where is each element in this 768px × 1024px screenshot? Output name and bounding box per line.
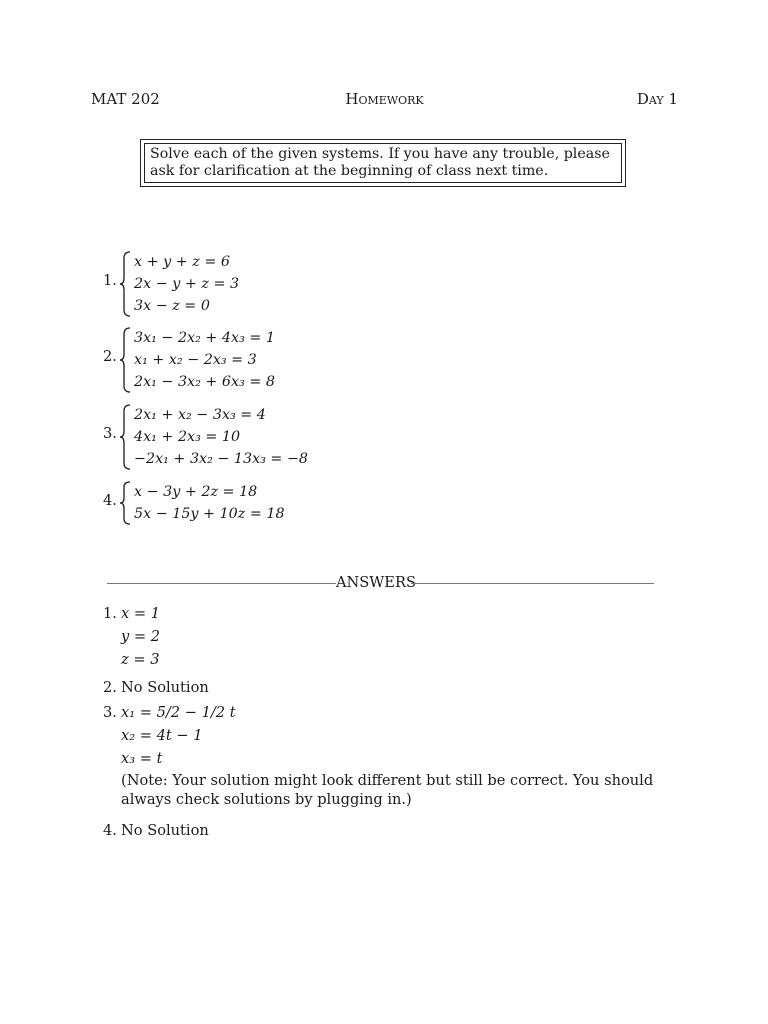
left-brace-icon	[119, 404, 131, 470]
left-brace-icon	[119, 481, 131, 525]
problem-number: 4.	[103, 492, 117, 509]
page-title: Homework	[345, 90, 424, 108]
equation: 5x − 15y + 10z = 18	[134, 506, 285, 522]
equation: 4x₁ + 2x₃ = 10	[134, 429, 241, 445]
equation: 2x₁ − 3x₂ + 6x₃ = 8	[134, 374, 275, 390]
equation: 2x₁ + x₂ − 3x₃ = 4	[134, 407, 266, 423]
answer-number: 2.	[103, 679, 117, 696]
page-header	[91, 90, 678, 112]
course-code: MAT 202	[91, 90, 160, 108]
divider-line	[411, 583, 654, 584]
answer-line: x₂ = 4t − 1	[121, 727, 203, 744]
answers-divider	[107, 574, 654, 594]
problem-number: 3.	[103, 425, 117, 442]
answer-line: No Solution	[121, 822, 209, 839]
problem-number: 1.	[103, 272, 117, 289]
answer-note: (Note: Your solution might look different but still be correct. You should always check solutions by plugging in.)	[121, 772, 654, 808]
equation: x₁ + x₂ − 2x₃ = 3	[134, 352, 257, 368]
answer-line: x₃ = t	[121, 750, 163, 767]
equation-system	[134, 481, 285, 525]
equation: 3x − z = 0	[134, 298, 210, 314]
answer-number: 4.	[103, 822, 117, 839]
answer-line: x = 1	[121, 605, 161, 622]
divider-line	[107, 583, 336, 584]
answers-list	[103, 602, 693, 844]
equation: 2x − y + z = 3	[134, 276, 240, 292]
equation: x − 3y + 2z = 18	[134, 484, 258, 500]
answer-number: 1.	[103, 605, 117, 622]
equation: x + y + z = 6	[134, 254, 230, 270]
answers-heading: ANSWERS	[336, 574, 416, 591]
equation-system	[134, 251, 239, 317]
answer-4	[103, 819, 693, 844]
answer-2	[103, 676, 693, 701]
answer-line: x₁ = 5/2 − 1/2 t	[121, 704, 236, 721]
answer-1	[103, 602, 693, 676]
equation: 3x₁ − 2x₂ + 4x₃ = 1	[134, 330, 275, 346]
instructions-box	[140, 139, 626, 187]
answer-number: 3.	[103, 704, 117, 721]
equation-system	[134, 327, 275, 393]
day-label: Day 1	[636, 90, 678, 108]
answer-line: No Solution	[121, 679, 209, 696]
instructions-text: Solve each of the given systems. If you have any trouble, please ask for clarification at the beginning of class next time.	[144, 143, 622, 183]
equation-system	[134, 404, 308, 470]
left-brace-icon	[119, 251, 131, 317]
left-brace-icon	[119, 327, 131, 393]
answer-line: y = 2	[121, 628, 161, 645]
answer-line: z = 3	[121, 651, 160, 668]
problem-number: 2.	[103, 348, 117, 365]
answer-3	[103, 701, 693, 819]
equation: −2x₁ + 3x₂ − 13x₃ = −8	[134, 451, 309, 467]
